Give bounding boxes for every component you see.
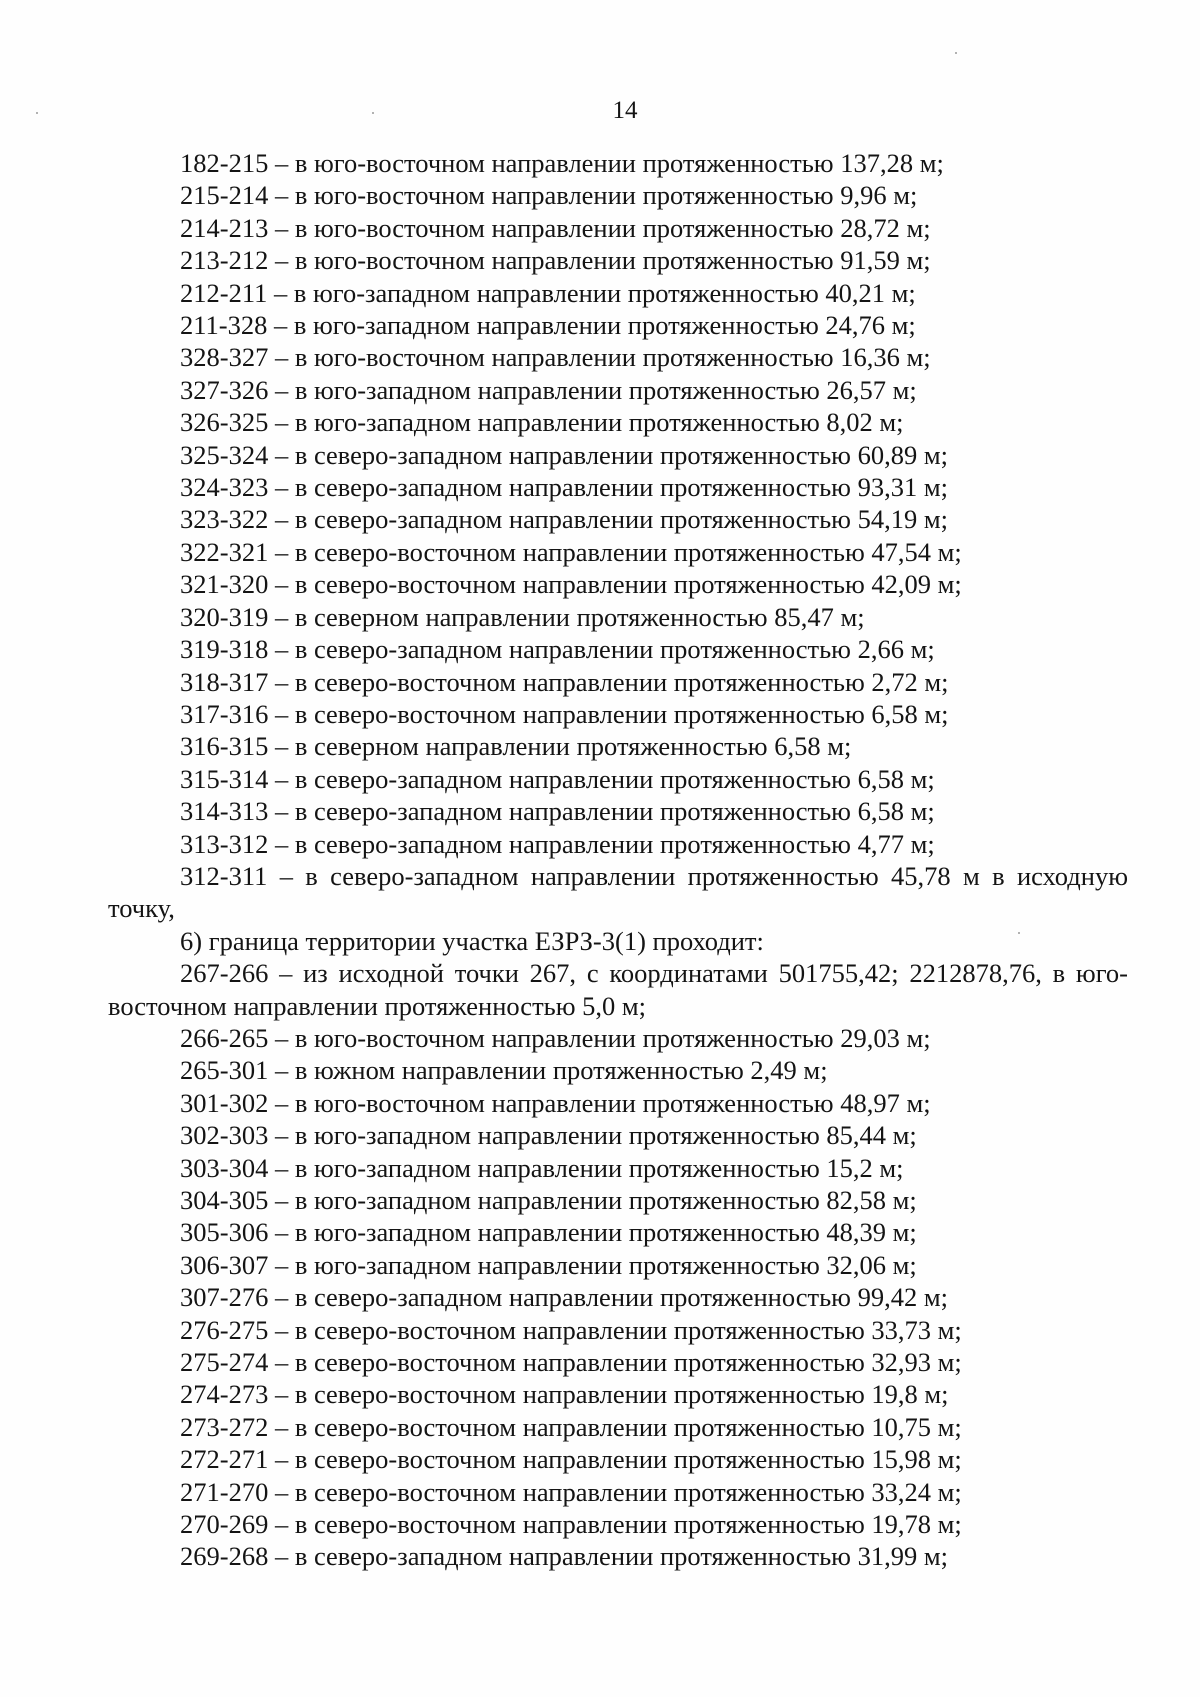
boundary-segment-line: 274-273 – в северо-восточном направлении протяженностью 19,8 м; [180,1379,949,1410]
boundary-segment-line: 214-213 – в юго-восточном направлении протяженностью 28,72 м; [180,212,931,243]
boundary-segment-line: 270-269 – в северо-восточном направлении протяженностью 19,78 м; [180,1509,962,1540]
boundary-segment-line: 321-320 – в северо-восточном направлении протяженностью 42,09 м; [180,569,962,600]
boundary-segment-line: 269-268 – в северо-западном направлении протяженностью 31,99 м; [180,1541,948,1572]
boundary-segment-line: 275-274 – в северо-восточном направлении протяженностью 32,93 м; [180,1347,962,1378]
boundary-segment-line: 319-318 – в северо-западном направлении протяженностью 2,66 м; [180,634,935,665]
boundary-segment-line: 266-265 – в юго-восточном направлении протяженностью 29,03 м; [180,1022,931,1053]
final-segment-paragraph: 312-311 – в северо-западном направлении протяженностью 45,78 м в исходную точку, [108,860,1128,924]
boundary-segment-line: 324-323 – в северо-западном направлении протяженностью 93,31 м; [180,472,948,503]
boundary-segment-line: 303-304 – в юго-западном направлении протяженностью 15,2 м; [180,1152,904,1183]
scan-speck [36,112,38,114]
boundary-segment-line: 182-215 – в юго-восточном направлении протяженностью 137,28 м; [180,148,944,178]
boundary-segment-line: 326-325 – в юго-западном направлении протяженностью 8,02 м; [180,407,904,438]
page-number: 14 [612,97,638,124]
boundary-segment-line: 314-313 – в северо-западном направлении протяженностью 6,58 м; [180,796,935,827]
boundary-segment-line: 276-275 – в северо-восточном направлении протяженностью 33,73 м; [180,1314,962,1345]
boundary-segment-line: 273-272 – в северо-восточном направлении протяженностью 10,75 м; [180,1411,962,1442]
boundary-segment-line: 304-305 – в юго-западном направлении протяженностью 82,58 м; [180,1185,917,1215]
boundary-segment-line: 322-321 – в северо-восточном направлении протяженностью 47,54 м; [180,536,962,567]
boundary-segment-line: 327-326 – в юго-западном направлении протяженностью 26,57 м; [180,374,917,405]
boundary-segment-line: 316-315 – в северном направлении протяженностью 6,58 м; [180,731,852,762]
boundary-segment-line: 320-319 – в северном направлении протяженностью 85,47 м; [180,601,865,632]
boundary-segment-line: 265-301 – в южном направлении протяженностью 2,49 м; [180,1055,828,1086]
boundary-segment-list-b [108,1022,1128,1573]
boundary-segment-line: 215-214 – в юго-восточном направлении протяженностью 9,96 м; [180,180,918,211]
boundary-segment-line: 211-328 – в юго-западном направлении протяженностью 24,76 м; [180,310,916,341]
boundary-segment-line: 313-312 – в северо-западном направлении протяженностью 4,77 м; [180,828,935,859]
scan-speck [372,112,374,114]
boundary-segment-line: 318-317 – в северо-восточном направлении протяженностью 2,72 м; [180,666,949,697]
start-segment-paragraph: 267-266 – из исходной точки 267, с координатами 501755,42; 2212878,76, в юго- восточном направлении протяженностью 5,0 м; [108,958,1128,1021]
boundary-segment-line: 323-322 – в северо-западном направлении протяженностью 54,19 м; [180,504,948,535]
boundary-segment-line: 213-212 – в юго-восточном направлении протяженностью 91,59 м; [180,245,931,276]
boundary-segment-line: 317-316 – в северо-восточном направлении протяженностью 6,58 м; [180,698,949,729]
boundary-segment-list-a [108,147,1128,860]
boundary-segment-line: 272-271 – в северо-восточном направлении протяженностью 15,98 м; [180,1444,962,1475]
boundary-segment-line: 328-327 – в юго-восточном направлении протяженностью 16,36 м; [180,342,931,373]
boundary-segment-line: 301-302 – в юго-восточном направлении протяженностью 48,97 м; [180,1087,931,1118]
scan-speck [1018,932,1020,934]
document-body [108,147,1128,1573]
boundary-segment-line: 325-324 – в северо-западном направлении протяженностью 60,89 м; [180,439,948,470]
section-6-heading: 6) граница территории участка ЕЗРЗ-3(1) проходит: [180,925,764,956]
boundary-segment-line: 271-270 – в северо-восточном направлении протяженностью 33,24 м; [180,1476,962,1507]
boundary-segment-line: 306-307 – в юго-западном направлении протяженностью 32,06 м; [180,1249,917,1280]
boundary-segment-line: 305-306 – в юго-западном направлении протяженностью 48,39 м; [180,1217,917,1248]
boundary-segment-line: 212-211 – в юго-западном направлении протяженностью 40,21 м; [180,277,916,308]
scan-speck [955,52,957,54]
boundary-segment-line: 315-314 – в северо-западном направлении протяженностью 6,58 м; [180,763,935,794]
boundary-segment-line: 302-303 – в юго-западном направлении протяженностью 85,44 м; [180,1120,917,1151]
boundary-segment-line: 307-276 – в северо-западном направлении протяженностью 99,42 м; [180,1282,948,1313]
